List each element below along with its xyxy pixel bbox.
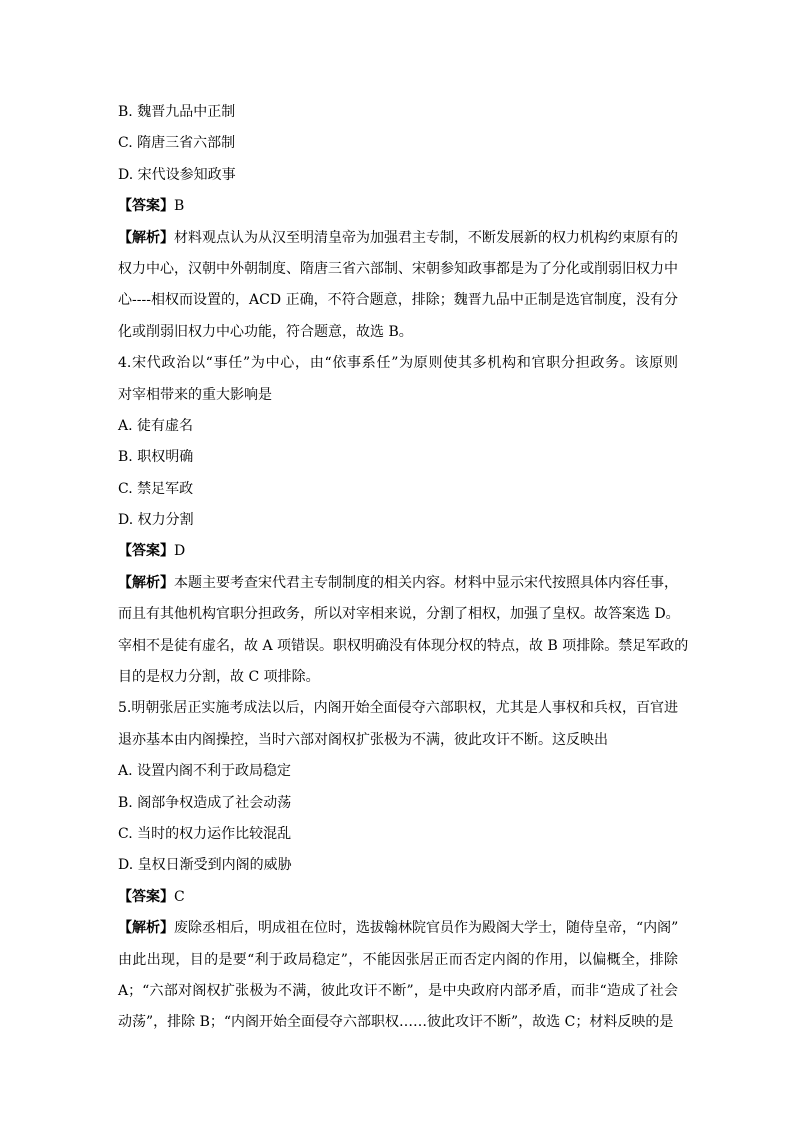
q5-explanation-line: 动荡”，排除 B；“内阁开始全面侵夺六部职权……彼此攻讦不断”，故选 C；材料反映的是 xyxy=(118,1014,674,1031)
q5-stem-line: 退亦基本由内阁操控，当时六部对阁权扩张极为不满，彼此攻讦不断。这反映出 xyxy=(118,731,608,748)
q3-explanation-line: 化或削弱旧权力中心功能，符合题意，故选 B。 xyxy=(118,323,413,340)
q4-answer-tag: 【答案】 xyxy=(118,543,174,560)
q4-explanation-line: 【解析】本题主要考查宋代君主专制制度的相关内容。材料中显示宋代按照具体内容任事， xyxy=(118,574,678,591)
q5-answer-value: C xyxy=(174,888,185,905)
q4-stem xyxy=(118,348,678,411)
q5-answer-tag: 【答案】 xyxy=(118,888,174,905)
q3-explanation xyxy=(118,223,678,349)
q5-answer xyxy=(118,882,678,913)
q5-option-b: B. 阁部争权造成了社会动荡 xyxy=(118,794,292,811)
q5-stem-line: 5.明朝张居正实施考成法以后，内阁开始全面侵夺六部职权，尤其是人事权和兵权，百官进 xyxy=(118,700,678,717)
q4-explanation-line: 而且有其他机构官职分担政务，所以对宰相来说，分割了相权，加强了皇权。故答案选 D。 xyxy=(118,606,680,623)
q3-answer xyxy=(118,191,678,222)
q4-option-a: A. 徒有虚名 xyxy=(118,417,194,434)
q4-answer xyxy=(118,536,678,567)
q4-explanation-line: 宰相不是徒有虚名，故 A 项错误。职权明确没有体现分权的特点，故 B 项排除。禁足军政的 xyxy=(118,637,689,654)
q4-option-b: B. 职权明确 xyxy=(118,449,194,466)
q5-explanation-line: A；“六部对阁权扩张极为不满，彼此攻讦不断”，是中央政府内部矛盾，而非“造成了社会 xyxy=(118,982,678,999)
q5-option-d: D. 皇权日渐受到内阁的威胁 xyxy=(118,857,292,874)
q3-explanation-line: 【解析】材料观点认为从汉至明清皇帝为加强君主专制，不断发展新的权力机构约束原有的 xyxy=(118,229,678,246)
q4-explanation-line: 目的是权力分割，故 C 项排除。 xyxy=(118,669,320,686)
q4-explanation-tag: 【解析】 xyxy=(118,574,174,591)
q5-explanation-tag: 【解析】 xyxy=(118,920,174,937)
q3-answer-tag: 【答案】 xyxy=(118,198,174,215)
q5-stem xyxy=(118,693,678,756)
q3-answer-value: B xyxy=(174,198,185,215)
q4-option-d: D. 权力分割 xyxy=(118,512,194,529)
q3-explanation-line: 权力中心，汉朝中外朝制度、隋唐三省六部制、宋朝参知政事都是为了分化或削弱旧权力中 xyxy=(118,260,678,277)
q4-stem-line: 对宰相带来的重大影响是 xyxy=(118,386,272,403)
q3-explanation-tag: 【解析】 xyxy=(118,229,174,246)
q4-explanation xyxy=(118,568,689,694)
document-page xyxy=(118,97,689,1039)
q5-explanation-line: 【解析】废除丞相后，明成祖在位时，选拔翰林院官员作为殿阁大学士，随侍皇帝，“内阁” xyxy=(118,920,679,937)
q3-explanation-line: 心----相权而设置的，ACD 正确，不符合题意，排除；魏晋九品中正制是选官制度，没有分 xyxy=(118,292,678,309)
q5-explanation xyxy=(118,913,678,1039)
q4-option-c: C. 禁足军政 xyxy=(118,480,194,497)
q3-option-c: C. 隋唐三省六部制 xyxy=(118,135,236,152)
q4-stem-line: 4.宋代政治以“事任”为中心，由“依事系任”为原则使其多机构和官职分担政务。该原则 xyxy=(118,355,678,372)
q3-option-d: D. 宋代设参知政事 xyxy=(118,166,236,183)
q4-answer-value: D xyxy=(174,543,186,560)
q5-option-c: C. 当时的权力运作比较混乱 xyxy=(118,825,292,842)
q3-option-b: B. 魏晋九品中正制 xyxy=(118,104,236,120)
q5-explanation-line: 由此出现，目的是要“利于政局稳定”，不能因张居正而否定内阁的作用，以偏概全，排除 xyxy=(118,951,678,968)
q5-option-a: A. 设置内阁不利于政局稳定 xyxy=(118,763,292,780)
